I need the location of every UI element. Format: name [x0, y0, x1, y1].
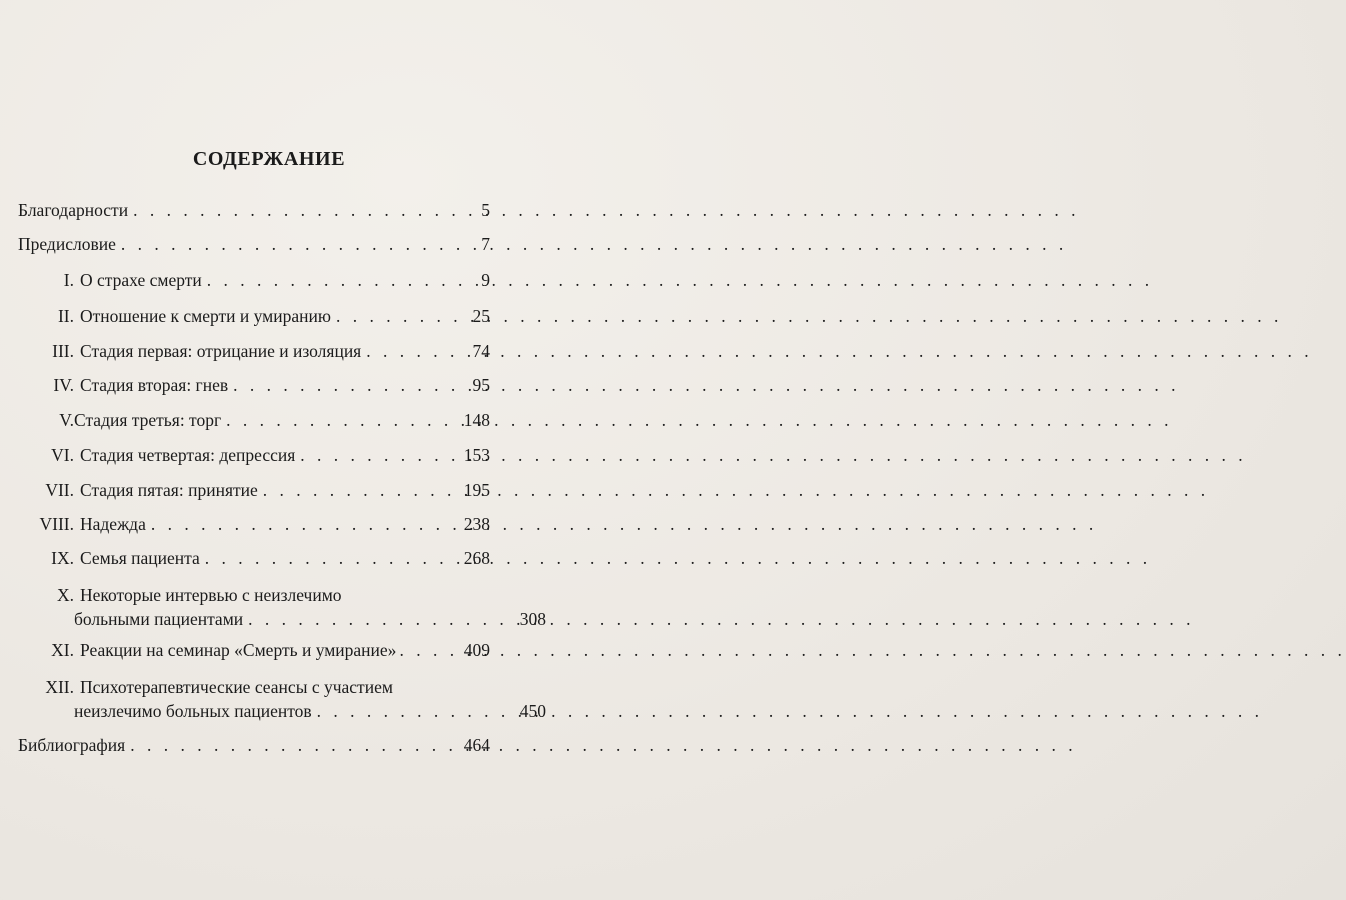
dot-leader — [133, 198, 476, 222]
dot-leader — [130, 733, 459, 757]
chapter-numeral: XI. — [51, 640, 74, 660]
dot-leader — [336, 304, 468, 328]
toc-entry-title-line-1: Психотерапевтические сеансы с участием — [80, 677, 393, 697]
toc-entry-chapter-1[interactable] — [18, 268, 490, 292]
chapter-numeral: I. — [63, 270, 74, 290]
toc-page-number: 464 — [463, 735, 490, 755]
contents-title: СОДЕРЖАНИЕ — [192, 148, 346, 170]
toc-page-number: 148 — [463, 410, 490, 430]
chapter-numeral: IV. — [53, 375, 74, 395]
toc-entry-chapter-2[interactable] — [18, 304, 490, 328]
toc-page-number: 9 — [481, 270, 490, 290]
toc-page-number: 268 — [463, 548, 490, 568]
toc-entry-chapter-10[interactable] — [18, 583, 546, 631]
book-page — [0, 0, 546, 900]
toc-entry-title: Благодарности — [18, 200, 129, 220]
toc-entry-chapter-7[interactable] — [18, 478, 490, 502]
chapter-numeral: III. — [52, 341, 74, 361]
toc-page-number: 74 — [472, 341, 490, 361]
toc-entry-acknowledgements[interactable] — [18, 198, 490, 222]
chapter-numeral: VI. — [51, 445, 74, 465]
toc-entry-title: Предисловие — [18, 234, 116, 254]
dot-leader — [248, 607, 515, 631]
dot-leader — [121, 232, 476, 256]
toc-entry-chapter-6[interactable] — [18, 443, 490, 467]
toc-entry-title-line-1: Некоторые интервью с неизлечимо — [80, 585, 342, 605]
chapter-numeral: V. — [59, 410, 74, 430]
dot-leader — [233, 373, 467, 397]
dot-leader — [205, 546, 459, 570]
toc-entry-title: Отношение к смерти и умиранию — [80, 306, 331, 326]
dot-leader — [366, 339, 467, 363]
toc-entry-title: Стадия первая: отрицание и изоляция — [80, 341, 362, 361]
toc-entry-chapter-3[interactable] — [18, 339, 490, 363]
toc-entry-title: Стадия третья: торг — [74, 410, 222, 430]
toc-page-number: 308 — [519, 609, 546, 629]
toc-entry-chapter-4[interactable] — [18, 373, 490, 397]
chapter-numeral: VIII. — [39, 514, 74, 534]
toc-entry-title-line-2: неизлечимо больных пациентов — [74, 701, 312, 721]
toc-page-number: 195 — [463, 480, 490, 500]
chapter-numeral: II. — [57, 306, 74, 326]
chapter-numeral: VII. — [45, 480, 74, 500]
toc-entry-chapter-12[interactable] — [18, 675, 546, 723]
toc-entry-chapter-11[interactable] — [18, 638, 490, 662]
toc-page-number: 409 — [463, 640, 490, 660]
toc-page-number: 450 — [519, 701, 546, 721]
toc-page-number: 153 — [463, 445, 490, 465]
toc-entry-title: Библиография — [18, 735, 126, 755]
toc-entry-preface[interactable] — [18, 232, 490, 256]
chapter-numeral: XII. — [45, 677, 74, 697]
dot-leader — [263, 478, 459, 502]
dot-leader — [300, 443, 458, 467]
toc-entry-title: Стадия четвертая: депрессия — [80, 445, 296, 465]
toc-page-number: 25 — [472, 306, 490, 326]
toc-entry-bibliography[interactable] — [18, 733, 490, 757]
toc-entry-title-line-2: больными пациентами — [74, 609, 244, 629]
dot-leader — [226, 408, 459, 432]
toc-page-number: 5 — [481, 200, 490, 220]
toc-entry-chapter-8[interactable] — [18, 512, 490, 536]
dot-leader — [399, 638, 460, 662]
toc-entry-title: О страхе смерти — [80, 270, 202, 290]
dot-leader — [317, 699, 515, 723]
toc-entry-title: Реакции на семинар «Смерть и умирание» — [80, 640, 397, 660]
toc-entry-chapter-9[interactable] — [18, 546, 490, 570]
chapter-numeral: IX. — [51, 548, 74, 568]
toc-page-number: 7 — [481, 234, 490, 254]
dot-leader — [207, 268, 476, 292]
chapter-numeral: X. — [56, 585, 74, 605]
toc-page-number: 238 — [463, 514, 490, 534]
toc-page-number: 95 — [472, 375, 490, 395]
toc-entry-title: Семья пациента — [80, 548, 200, 568]
toc-entry-title: Надежда — [80, 514, 146, 534]
dot-leader — [151, 512, 459, 536]
toc-entry-title: Стадия вторая: гнев — [80, 375, 229, 395]
toc-entry-chapter-5[interactable] — [18, 408, 490, 432]
toc-entry-title: Стадия пятая: принятие — [80, 480, 258, 500]
